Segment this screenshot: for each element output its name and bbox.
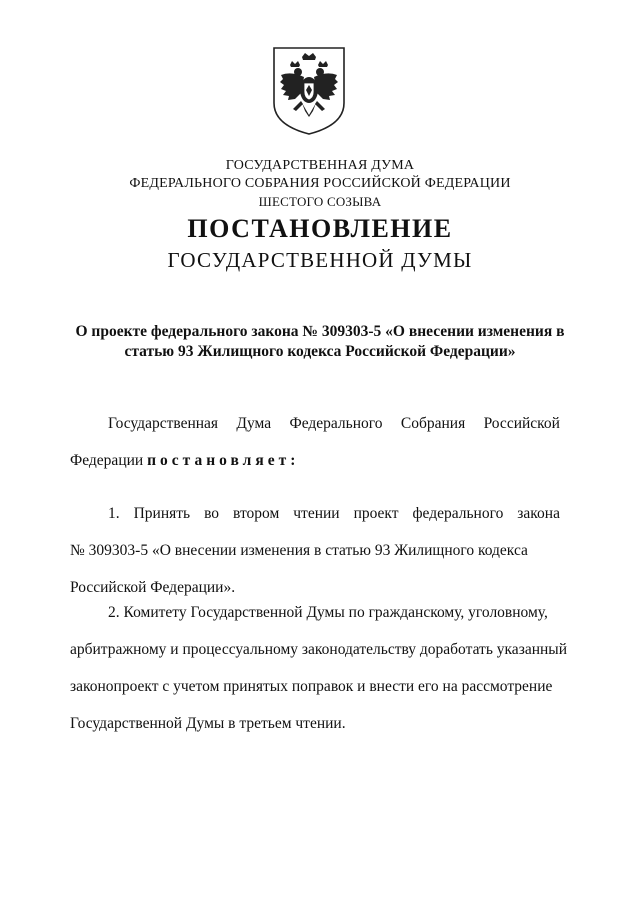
item-2-line-3: законопроект с учетом принятых поправок и внести его на рассмотрение xyxy=(70,678,553,695)
item-1-line-1 xyxy=(70,495,560,532)
resolves-word: постановляет: xyxy=(147,452,300,469)
item-2-line-1: 2. Комитету Государственной Думы по гражданскому, уголовному, xyxy=(108,604,548,621)
preamble-word: Государственная xyxy=(108,415,219,432)
document-title: ПОСТАНОВЛЕНИЕ xyxy=(187,214,453,243)
item-1-word: 1. xyxy=(108,505,120,522)
preamble-word: Российской xyxy=(483,415,560,432)
header-federal-assembly: ФЕДЕРАЛЬНОГО СОБРАНИЯ РОССИЙСКОЙ ФЕДЕРАЦИИ xyxy=(129,176,511,191)
item-2-paragraph xyxy=(70,594,567,742)
preamble-word: Дума xyxy=(236,415,272,432)
item-2-line-2: арбитражному и процессуальному законодательству доработать указанный xyxy=(70,641,567,658)
item-1-word: во xyxy=(204,505,220,522)
coat-of-arms-emblem xyxy=(271,45,347,137)
item-1-word: закона xyxy=(517,505,560,522)
item-1-word: федерального xyxy=(412,505,504,522)
preamble-word: Собрания xyxy=(400,415,466,432)
item-2-line-4: Государственной Думы в третьем чтении. xyxy=(70,715,346,732)
item-1-line-2: № 309303-5 «О внесении изменения в статью 93 Жилищного кодекса xyxy=(70,542,528,559)
document-subtitle: ГОСУДАРСТВЕННОЙ ДУМЫ xyxy=(167,248,473,272)
preamble-prefix: Федерации xyxy=(70,452,144,469)
subject-line-2: статью 93 Жилищного кодекса Российской Федерации» xyxy=(124,343,516,360)
preamble-paragraph xyxy=(70,405,560,479)
header-convocation: ШЕСТОГО СОЗЫВА xyxy=(258,194,382,209)
preamble-word: Федерального xyxy=(289,415,383,432)
item-1-word: втором xyxy=(233,505,280,522)
item-1-word: проект xyxy=(353,505,399,522)
item-1-word: Принять xyxy=(133,505,191,522)
item-1-line-3: Российской Федерации». xyxy=(70,579,236,596)
item-1-paragraph xyxy=(70,495,560,606)
item-1-word: чтении xyxy=(293,505,340,522)
document-subject xyxy=(60,322,580,362)
subject-line-1: О проекте федерального закона № 309303-5 «О внесении изменения в xyxy=(75,323,565,340)
preamble-line-1 xyxy=(70,405,560,442)
preamble-line-2 xyxy=(70,442,560,479)
header-duma: ГОСУДАРСТВЕННАЯ ДУМА xyxy=(225,158,415,173)
